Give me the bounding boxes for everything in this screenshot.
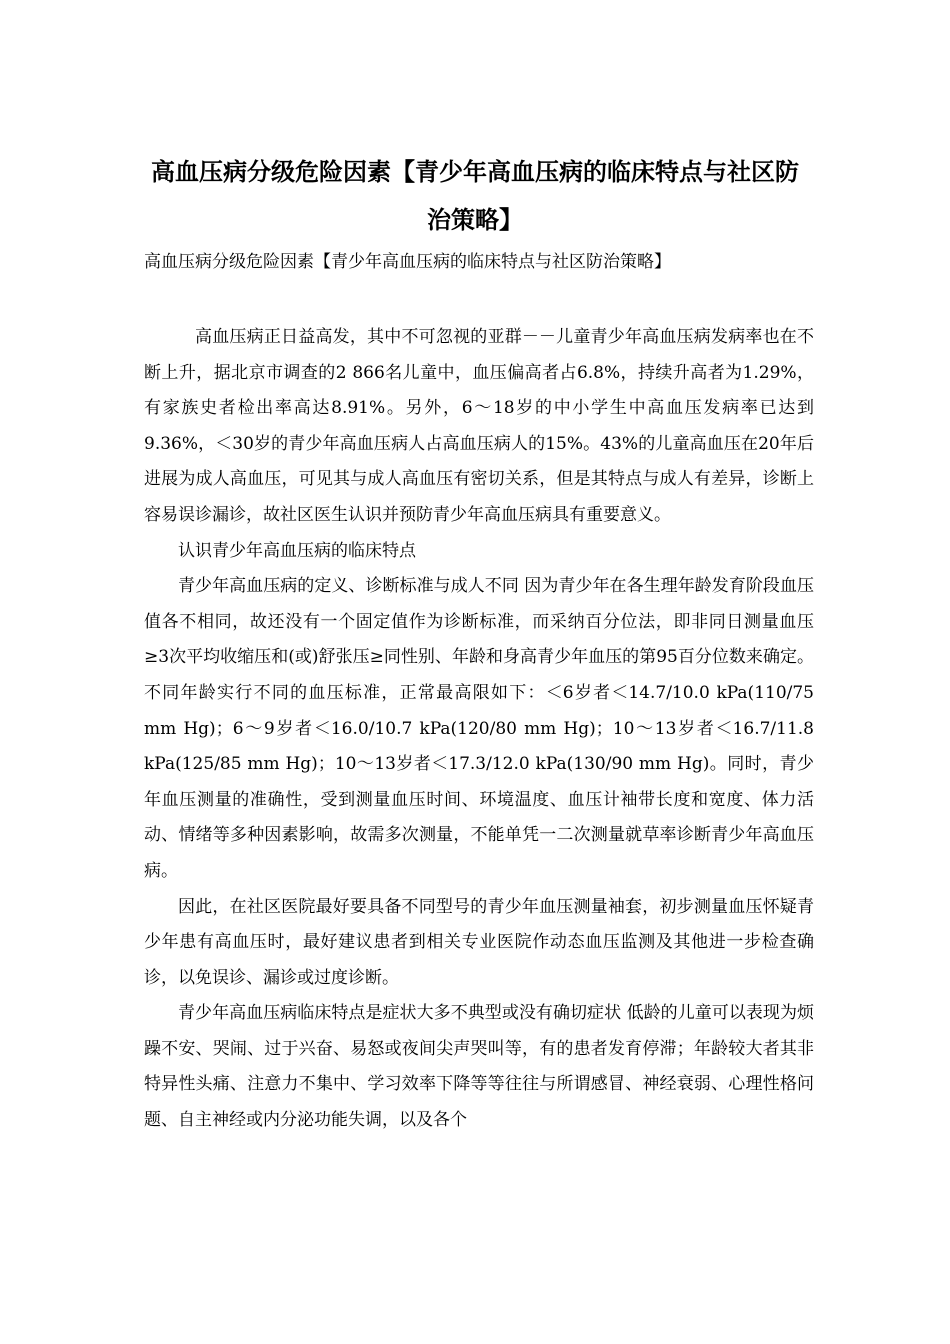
paragraph-community-hospital: 因此，在社区医院最好要具备不同型号的青少年血压测量袖套，初步测量血压怀疑青少年患有高血压时，最好建议患者到相关专业医院作动态血压监测及其他进一步检查确诊，以免误诊、漏诊或过度诊断。 <box>144 896 814 988</box>
document-body <box>144 320 814 1139</box>
paragraph-clinical-symptoms: 青少年高血压病临床特点是症状大多不典型或没有确切症状 低龄的儿童可以表现为烦躁不安、哭闹、过于兴奋、易怒或夜间尖声哭叫等，有的患者发育停滞；年龄较大者其非特异性头痛、注意力不集中、学习效率下降等等往往与所谓感冒、神经衰弱、心理性格问题、自主神经或内分泌功能失调，以及各个 <box>144 1003 814 1131</box>
section-heading-clinical-features: 认识青少年高血压病的临床特点 <box>178 540 416 561</box>
document-title: 高血压病分级危险因素【青少年高血压病的临床特点与社区防治策略】 <box>151 158 799 234</box>
document-subtitle: 高血压病分级危险因素【青少年高血压病的临床特点与社区防治策略】 <box>144 252 671 272</box>
paragraph-intro: 高血压病正日益高发，其中不可忽视的亚群－－儿童青少年高血压病发病率也在不断上升，据北京市调查的2 866名儿童中，血压偏高者占6.8%，持续升高者为1.29%，有家族史者检出率高达8.91%。另外，6～18岁的中小学生中高血压发病率已达到9.36%，＜30岁的青少年高血压病人占高血压病人的15%。43%的儿童高血压在20年后进展为成人高血压，可见其与成人高血压有密切关系，但是其特点与成人有差异，诊断上容易误诊漏诊，故社区医生认识并预防青少年高血压病具有重要意义。 <box>144 327 814 525</box>
paragraph-definition-diagnosis: 青少年高血压病的定义、诊断标准与成人不同 因为青少年在各生理年龄发育阶段血压值各不相同，故还没有一个固定值作为诊断标准，而采纳百分位法，即非同日测量血压≥3次平均收缩压和(或)舒张压≥同性别、年龄和身高青少年血压的第95百分位数来确定。不同年龄实行不同的血压标准，正常最高限如下：＜6岁者＜14.7/10.0 kPa(110/75 mm Hg)；6～9岁者＜16.0/10.7 kPa(120/80 mm Hg)；10～13岁者＜16.7/11.8 kPa(125/85 mm Hg)；10～13岁者＜17.3/12.0 kPa(130/90 mm Hg)。同时，青少年血压测量的准确性，受到测量血压时间、环境温度、血压计袖带长度和宽度、体力活动、情绪等多种因素影响，故需多次测量，不能单凭一二次测量就草率诊断青少年高血压病。 <box>144 576 814 881</box>
